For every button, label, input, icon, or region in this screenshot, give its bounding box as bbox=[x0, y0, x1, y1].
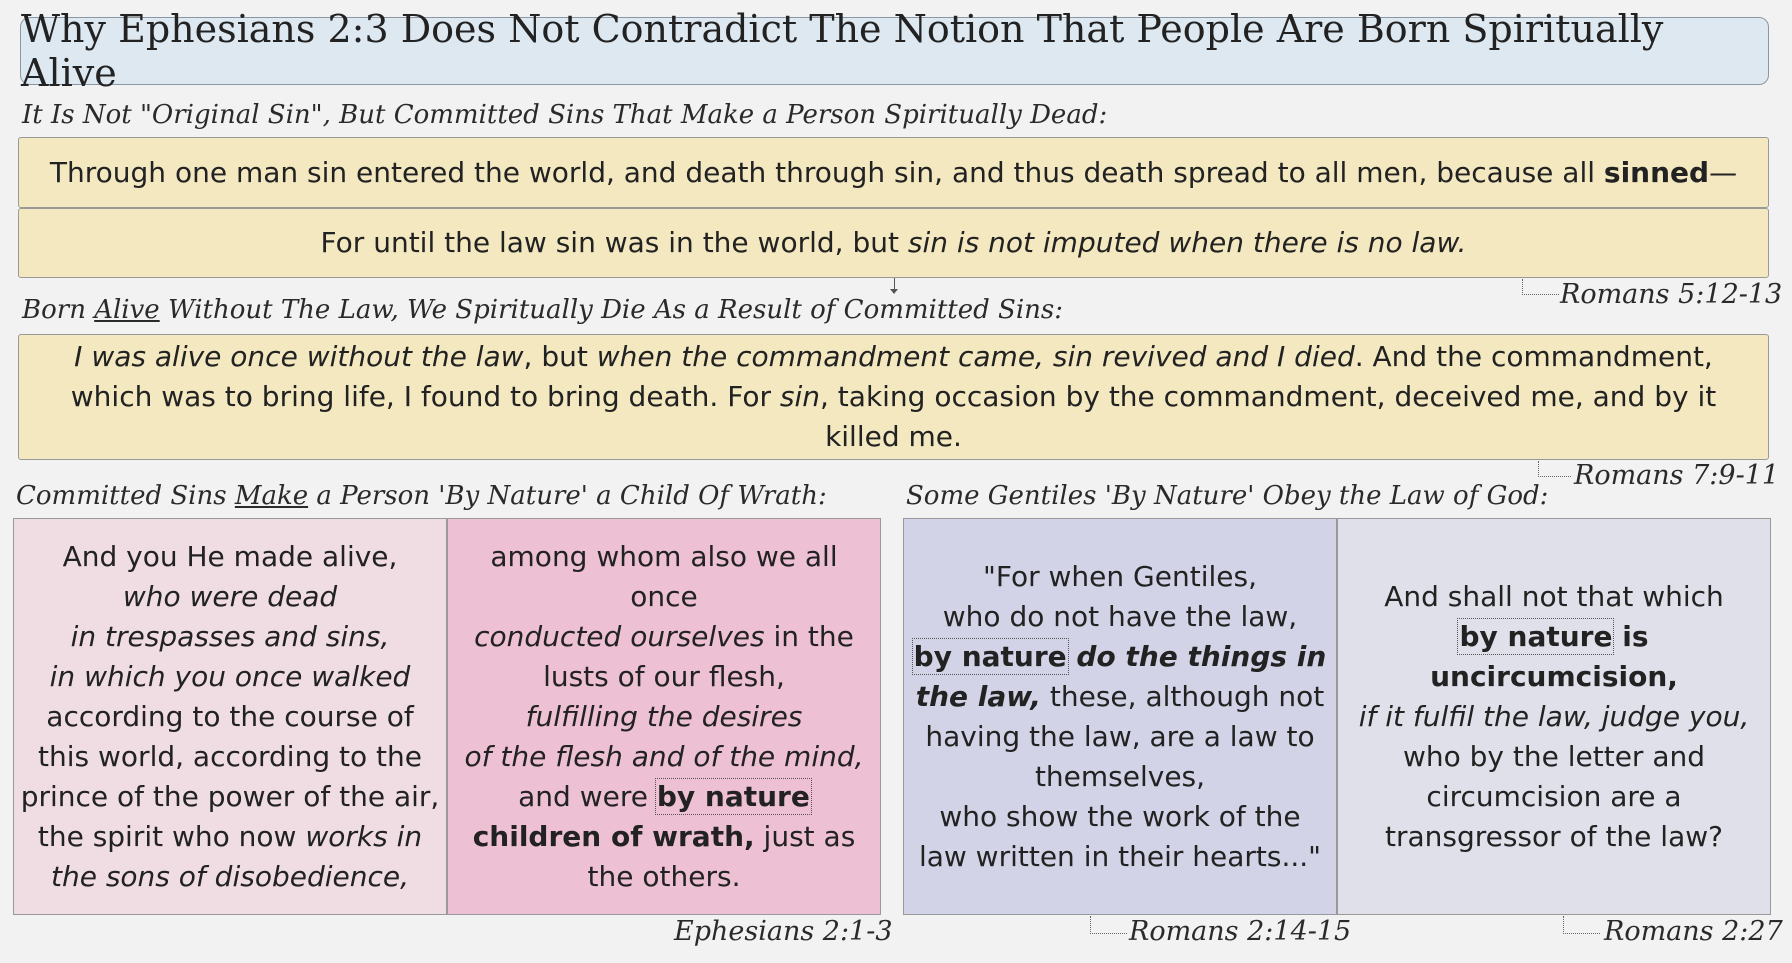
reference-romans-5-12-13: Romans 5:12-13 bbox=[1560, 279, 1783, 310]
reference-leader bbox=[1522, 279, 1559, 295]
ephesians-2-3-box bbox=[447, 518, 881, 915]
verse-romans-5-12 bbox=[18, 137, 1769, 208]
page-title bbox=[20, 7, 1769, 95]
ephesians-2-1-2-text: And you He made alive, who were dead in trespasses and sins, in which you once walked according to the course of this world, according to the prince of the power of the air, the spirit who now works in the sons of disobedience, bbox=[20, 539, 440, 893]
reference-romans-2-14-15: Romans 2:14-15 bbox=[1129, 916, 1352, 947]
reference-romans-2-27: Romans 2:27 bbox=[1604, 916, 1783, 947]
by-nature-highlight: by nature bbox=[656, 779, 810, 813]
ephesians-2-1-2-box bbox=[13, 518, 447, 915]
romans-2-27-box bbox=[1337, 518, 1771, 915]
section1-caption: It Is Not "Original Sin", But Committed Sins That Make a Person Spiritually Dead: bbox=[22, 100, 1108, 130]
by-nature-highlight: by nature bbox=[1459, 619, 1613, 653]
verse-romans-5-13-text: For until the law sin was in the world, but sin is not imputed when there is no law. bbox=[320, 226, 1467, 259]
reference-leader bbox=[1090, 916, 1127, 934]
connector-arrow-head bbox=[890, 289, 898, 294]
reference-romans-7-9-11: Romans 7:9-11 bbox=[1574, 460, 1780, 491]
romans-2-27-text: And shall not that which by nature is uncircumcision, if it fulfil the law, judge you, who by the letter and circumcision are a transgressor of the law? bbox=[1358, 579, 1750, 853]
romans-2-14-15-text: "For when Gentiles, who do not have the law, by nature do the things in the law, these, although not having the law, are a law to themselves, who show the work of the law written in their hearts..." bbox=[913, 559, 1327, 873]
reference-ephesians-2-1-3: Ephesians 2:1-3 bbox=[674, 916, 893, 947]
verse-romans-5-13 bbox=[18, 208, 1769, 278]
reference-leader bbox=[1563, 916, 1600, 934]
verse-romans-7-9 bbox=[18, 334, 1769, 460]
reference-leader bbox=[1538, 461, 1571, 477]
romans-2-14-15-box bbox=[903, 518, 1337, 915]
ephesians-2-3-text: among whom also we all once conducted ourselves in the lusts of our flesh, fulfilling the desires of the flesh and of the mind, and were by nature children of wrath, just as the others. bbox=[464, 539, 864, 893]
verse-romans-5-12-text: Through one man sin entered the world, and death through sin, and thus death spread to all men, because all sinned— bbox=[49, 155, 1738, 189]
section2-caption: Born Alive Without The Law, We Spiritually Die As a Result of Committed Sins: bbox=[22, 295, 1064, 325]
page-title-text: Why Ephesians 2:3 Does Not Contradict The Notion That People Are Born Spiritually Alive bbox=[21, 7, 1664, 95]
section4-caption: Some Gentiles 'By Nature' Obey the Law of God: bbox=[906, 481, 1549, 511]
section3-caption: Committed Sins Make a Person 'By Nature' a Child Of Wrath: bbox=[16, 481, 827, 511]
by-nature-highlight: by nature bbox=[913, 639, 1067, 673]
verse-romans-7-9-text: I was alive once without the law, but when the commandment came, sin revived and I died. And the commandment, which was to bring life, I found to bring death. For sin, taking occasion by the commandment, deceived me, and by it killed me. bbox=[70, 340, 1717, 453]
